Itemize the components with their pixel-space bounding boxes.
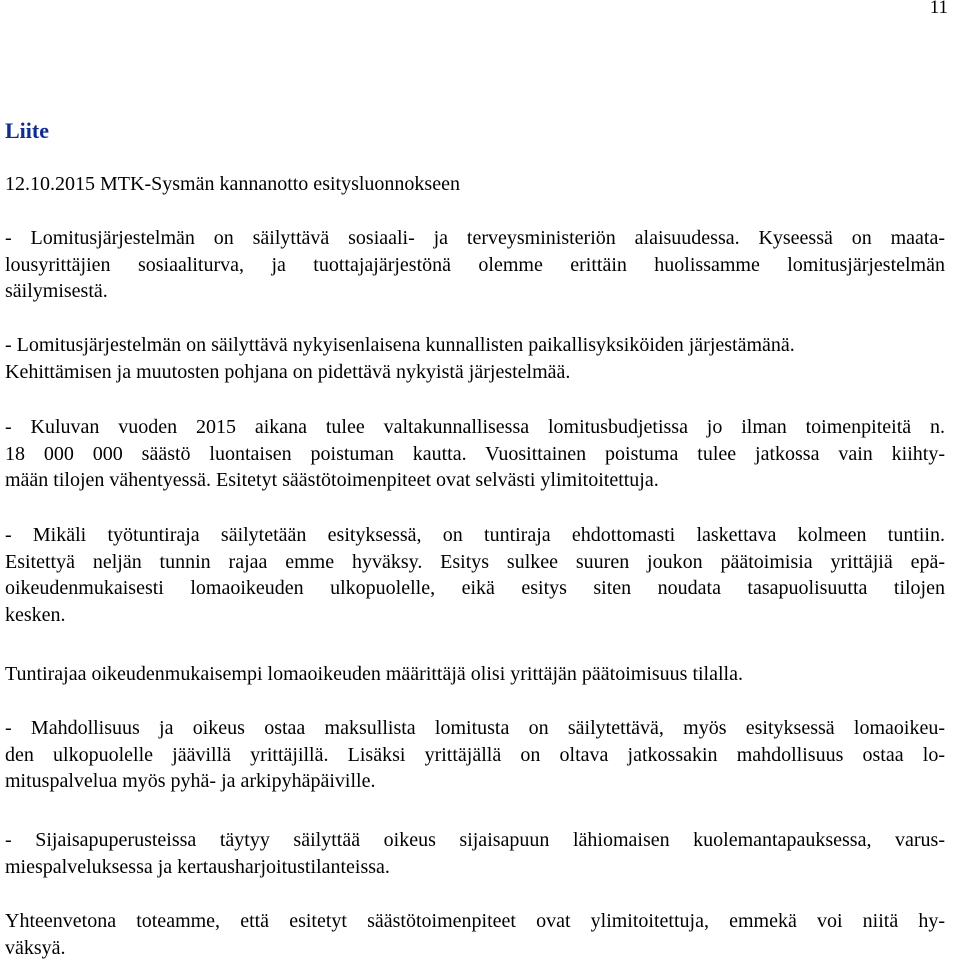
paragraph-7 <box>5 827 945 880</box>
paragraph-line: Tuntirajaa oikeudenmukaisempi lomaoikeuden määrittäjä olisi yrittäjän päätoimisuus tilalla. <box>5 663 743 685</box>
paragraph-line: miespalveluksessa ja kertausharjoitustilanteissa. <box>5 855 390 878</box>
paragraph-3 <box>5 414 945 494</box>
paragraph-1 <box>5 225 945 305</box>
page-number: 11 <box>929 0 948 18</box>
paragraph-line: - Lomitusjärjestelmän on säilyttävä sosiaali- ja terveysministeriön alaisuudessa. Kyseessä on maata- <box>5 227 945 249</box>
paragraph-line: den ulkopuolelle jäävillä yrittäjillä. Lisäksi yrittäjällä on oltava jatkossakin mahdollisuus ostaa lo- <box>5 743 945 766</box>
paragraph-4 <box>5 522 945 628</box>
paragraph-line: lousyrittäjien sosiaaliturva, ja tuottajajärjestönä olemme erittäin huolissamme lomitusjärjestelmän <box>5 253 945 276</box>
paragraph-5 <box>5 661 945 688</box>
paragraph-line: säilymisestä. <box>5 280 108 302</box>
paragraph-line: Kehittämisen ja muutosten pohjana on pidettävä nykyistä järjestelmää. <box>5 360 571 383</box>
paragraph-6 <box>5 715 945 795</box>
paragraph-line: Yhteenvetona toteamme, että esitetyt säästötoimenpiteet ovat ylimitoitettuja, emmekä voi niitä hy- <box>5 910 945 932</box>
paragraph-line: - Kuluvan vuoden 2015 aikana tulee valtakunnallisessa lomitusbudjetissa jo ilman toimenpiteitä n. <box>5 416 945 438</box>
paragraph-line: mituspalvelua myös pyhä- ja arkipyhäpäiville. <box>5 770 376 792</box>
paragraph-line: väksyä. <box>5 936 66 959</box>
paragraph-2 <box>5 332 945 385</box>
document-subtitle: 12.10.2015 MTK-Sysmän kannanotto esitysluonnokseen <box>5 173 460 195</box>
paragraph-line: kesken. <box>5 603 66 626</box>
paragraph-line: Esitettyä neljän tunnin rajaa emme hyväksy. Esitys sulkee suuren joukon päätoimisia yrittäjiä epä- <box>5 550 945 573</box>
document-heading: Liite <box>5 118 49 143</box>
paragraph-line: mään tilojen vähentyessä. Esitetyt säästötoimenpiteet ovat selvästi ylimitoitettuja. <box>5 469 659 491</box>
paragraph-line: oikeudenmukaisesti lomaoikeuden ulkopuolelle, eikä esitys siten noudata tasapuolisuutta tilojen <box>5 577 945 599</box>
paragraph-8 <box>5 908 945 961</box>
paragraph-line: - Mikäli työtuntiraja säilytetään esityksessä, on tuntiraja ehdottomasti laskettava kolmeen tuntiin. <box>5 524 945 546</box>
paragraph-line: - Lomitusjärjestelmän on säilyttävä nykyisenlaisena kunnallisten paikallisyksiköiden järjestämänä. <box>5 334 795 356</box>
paragraph-line: - Sijaisapuperusteissa täytyy säilyttää oikeus sijaisapuun lähiomaisen kuolemantapauksessa, varus- <box>5 829 945 851</box>
paragraph-line: 18 000 000 säästö luontaisen poistuman kautta. Vuosittainen poistuma tulee jatkossa vain kiihty- <box>5 442 945 465</box>
paragraph-line: - Mahdollisuus ja oikeus ostaa maksullista lomitusta on säilytettävä, myös esityksessä lomaoikeu- <box>5 717 945 739</box>
